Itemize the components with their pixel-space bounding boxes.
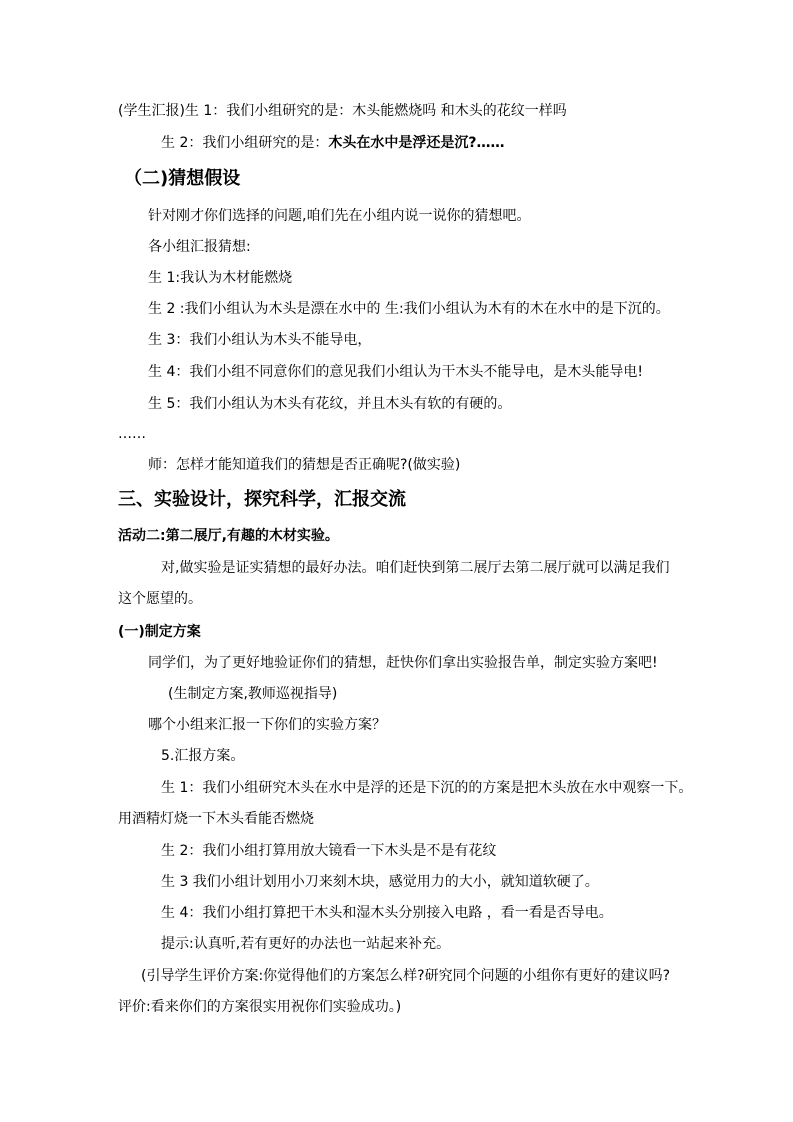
activity-heading: 活动二:第二展厅,有趣的木材实验。 [118,528,339,544]
text-line: 生 3：我们小组认为木头不能导电， [148,332,372,348]
text-line: …… [118,426,146,442]
text-line: 生 1:我认为木材能燃烧 [148,270,293,286]
text-line: 各小组汇报猜想: [148,239,251,255]
text-line: (生制定方案,教师巡视指导) [168,686,338,702]
text-line: 同学们，为了更好地验证你们的猜想，赶快你们拿出实验报告单，制定实验方案吧! [148,655,658,671]
text-line: 生 2 :我们小组认为木头是漂在水中的 生:我们小组认为木有的木在水中的是下沉的。 [148,301,670,317]
text-line: 生 4：我们小组不同意你们的意见我们小组认为干木头不能导电，是木头能导电! [148,364,643,380]
text-line: 针对刚才你们选择的问题,咱们先在小组内说一说你的猜想吧。 [148,208,531,224]
section-heading: 三、实验设计，探究科学，汇报交流 [118,489,406,510]
subsection-heading: (一)制定方案 [118,624,201,640]
text-line [161,133,504,153]
text-line: 生 4：我们小组打算把干木头和湿木头分别接入电路 ，看一看是否导电。 [161,905,613,921]
text-line: 生 2：我们小组打算用放大镜看一下木头是不是有花纹 [161,843,497,859]
text-line: (引导学生评价方案:你觉得他们的方案怎么样?研究同个问题的小组你有更好的建议吗? [141,968,671,984]
section-heading: （二)猜想假设 [124,168,241,189]
text-line: 评价:看来你们的方案很实用祝你们实验成功。) [118,999,402,1015]
text-line-prefix: 生 2：我们小组研究的是： [161,135,329,151]
text-line: 生 3 我们小组计划用小刀来刻木块，感觉用力的大小，就知道软硬了。 [161,874,599,890]
text-line: 用酒精灯烧一下木头看能否燃烧 [118,811,314,827]
text-line: 哪个小组来汇报一下你们的实验方案？ [148,717,386,733]
text-line: 5.汇报方案。 [161,748,245,764]
text-line-bold: 木头在水中是浮还是沉?…… [328,135,505,151]
text-line: 生 5：我们小组认为木头有花纹，并且木头有软的有硬的。 [148,396,512,412]
text-line: (学生汇报)生 1：我们小组研究的是：木头能燃烧吗 和木头的花纹一样吗 [118,103,567,119]
text-line: 这个愿望的。 [118,591,202,607]
text-line: 提示:认真听,若有更好的办法也一站起来补充。 [161,936,451,952]
text-line: 生 1：我们小组研究木头在水中是浮的还是下沉的的方案是把木头放在水中观察一下。 [161,780,693,796]
text-line: 师：怎样才能知道我们的猜想是否正确呢?(做实验) [148,457,461,473]
text-line: 对,做实验是证实猜想的最好办法。咱们赶快到第二展厅去第二展厅就可以满足我们 [161,560,670,576]
